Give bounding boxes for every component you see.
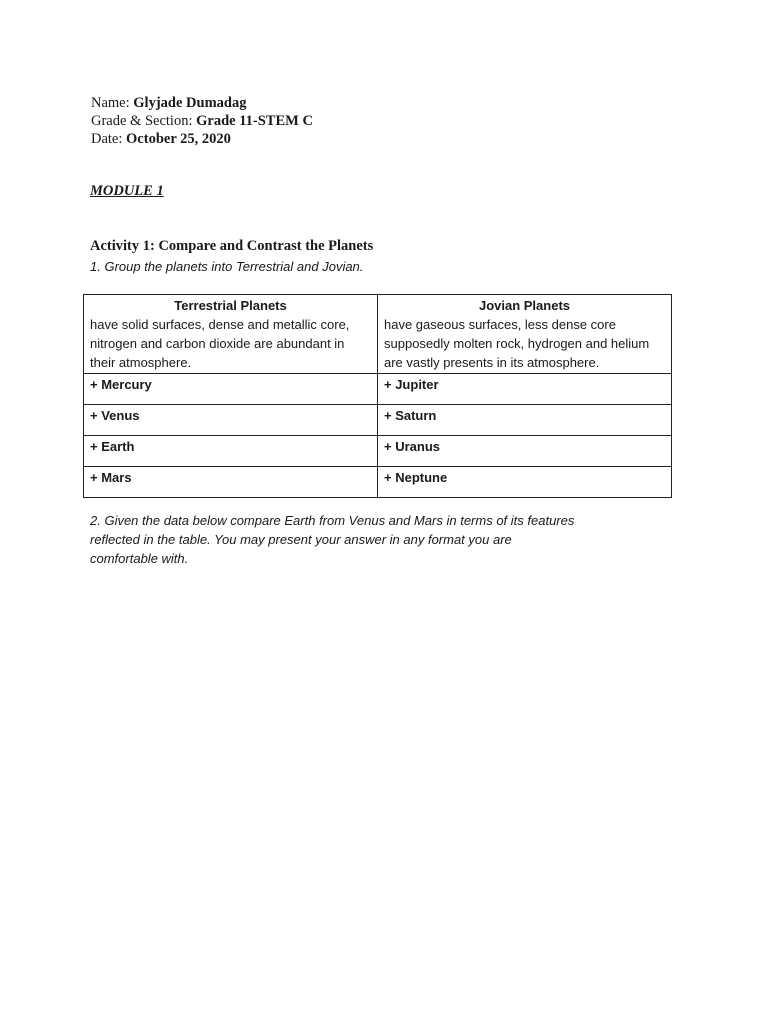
date-label: Date:	[91, 131, 123, 147]
jovian-description: have gaseous surfaces, less dense core supposedly molten rock, hydrogen and helium are vastly presents in its atmosphere.	[384, 317, 650, 370]
terrestrial-item: + Earth	[84, 436, 378, 467]
date-value: October 25, 2020	[126, 131, 231, 147]
instruction-2	[90, 511, 574, 568]
planets-table	[83, 294, 672, 498]
terrestrial-item: + Venus	[84, 405, 378, 436]
jovian-item: + Saturn	[378, 405, 672, 436]
name-value: Glyjade Dumadag	[133, 95, 247, 111]
name-line	[91, 94, 246, 112]
grade-line	[91, 112, 313, 130]
terrestrial-description: have solid surfaces, dense and metallic core, nitrogen and carbon dioxide are abundant in their atmosphere.	[90, 317, 350, 370]
grade-value: Grade 11-STEM C	[196, 113, 313, 129]
date-line	[91, 130, 231, 148]
instruction-2-line: 2. Given the data below compare Earth from Venus and Mars in terms of its features	[90, 513, 575, 528]
instruction-2-line: comfortable with.	[90, 551, 189, 566]
grade-label: Grade & Section:	[91, 113, 193, 129]
table-header-row	[84, 295, 672, 374]
module-title: MODULE 1	[90, 183, 164, 199]
jovian-item: + Uranus	[378, 436, 672, 467]
terrestrial-item: + Mars	[84, 467, 378, 498]
table-row	[84, 467, 672, 498]
table-row	[84, 405, 672, 436]
jovian-header-cell	[378, 295, 672, 374]
activity-title: Activity 1: Compare and Contrast the Planets	[90, 238, 374, 254]
jovian-title: Jovian Planets	[478, 298, 571, 313]
name-label: Name:	[91, 95, 130, 111]
jovian-item: + Neptune	[378, 467, 672, 498]
terrestrial-header-cell	[84, 295, 378, 374]
instruction-2-line: reflected in the table. You may present your answer in any format you are	[90, 532, 512, 547]
table-row	[84, 436, 672, 467]
terrestrial-item: + Mercury	[84, 374, 378, 405]
table-row	[84, 374, 672, 405]
jovian-item: + Jupiter	[378, 374, 672, 405]
instruction-1: 1. Group the planets into Terrestrial and Jovian.	[90, 259, 364, 274]
terrestrial-title: Terrestrial Planets	[174, 298, 287, 313]
